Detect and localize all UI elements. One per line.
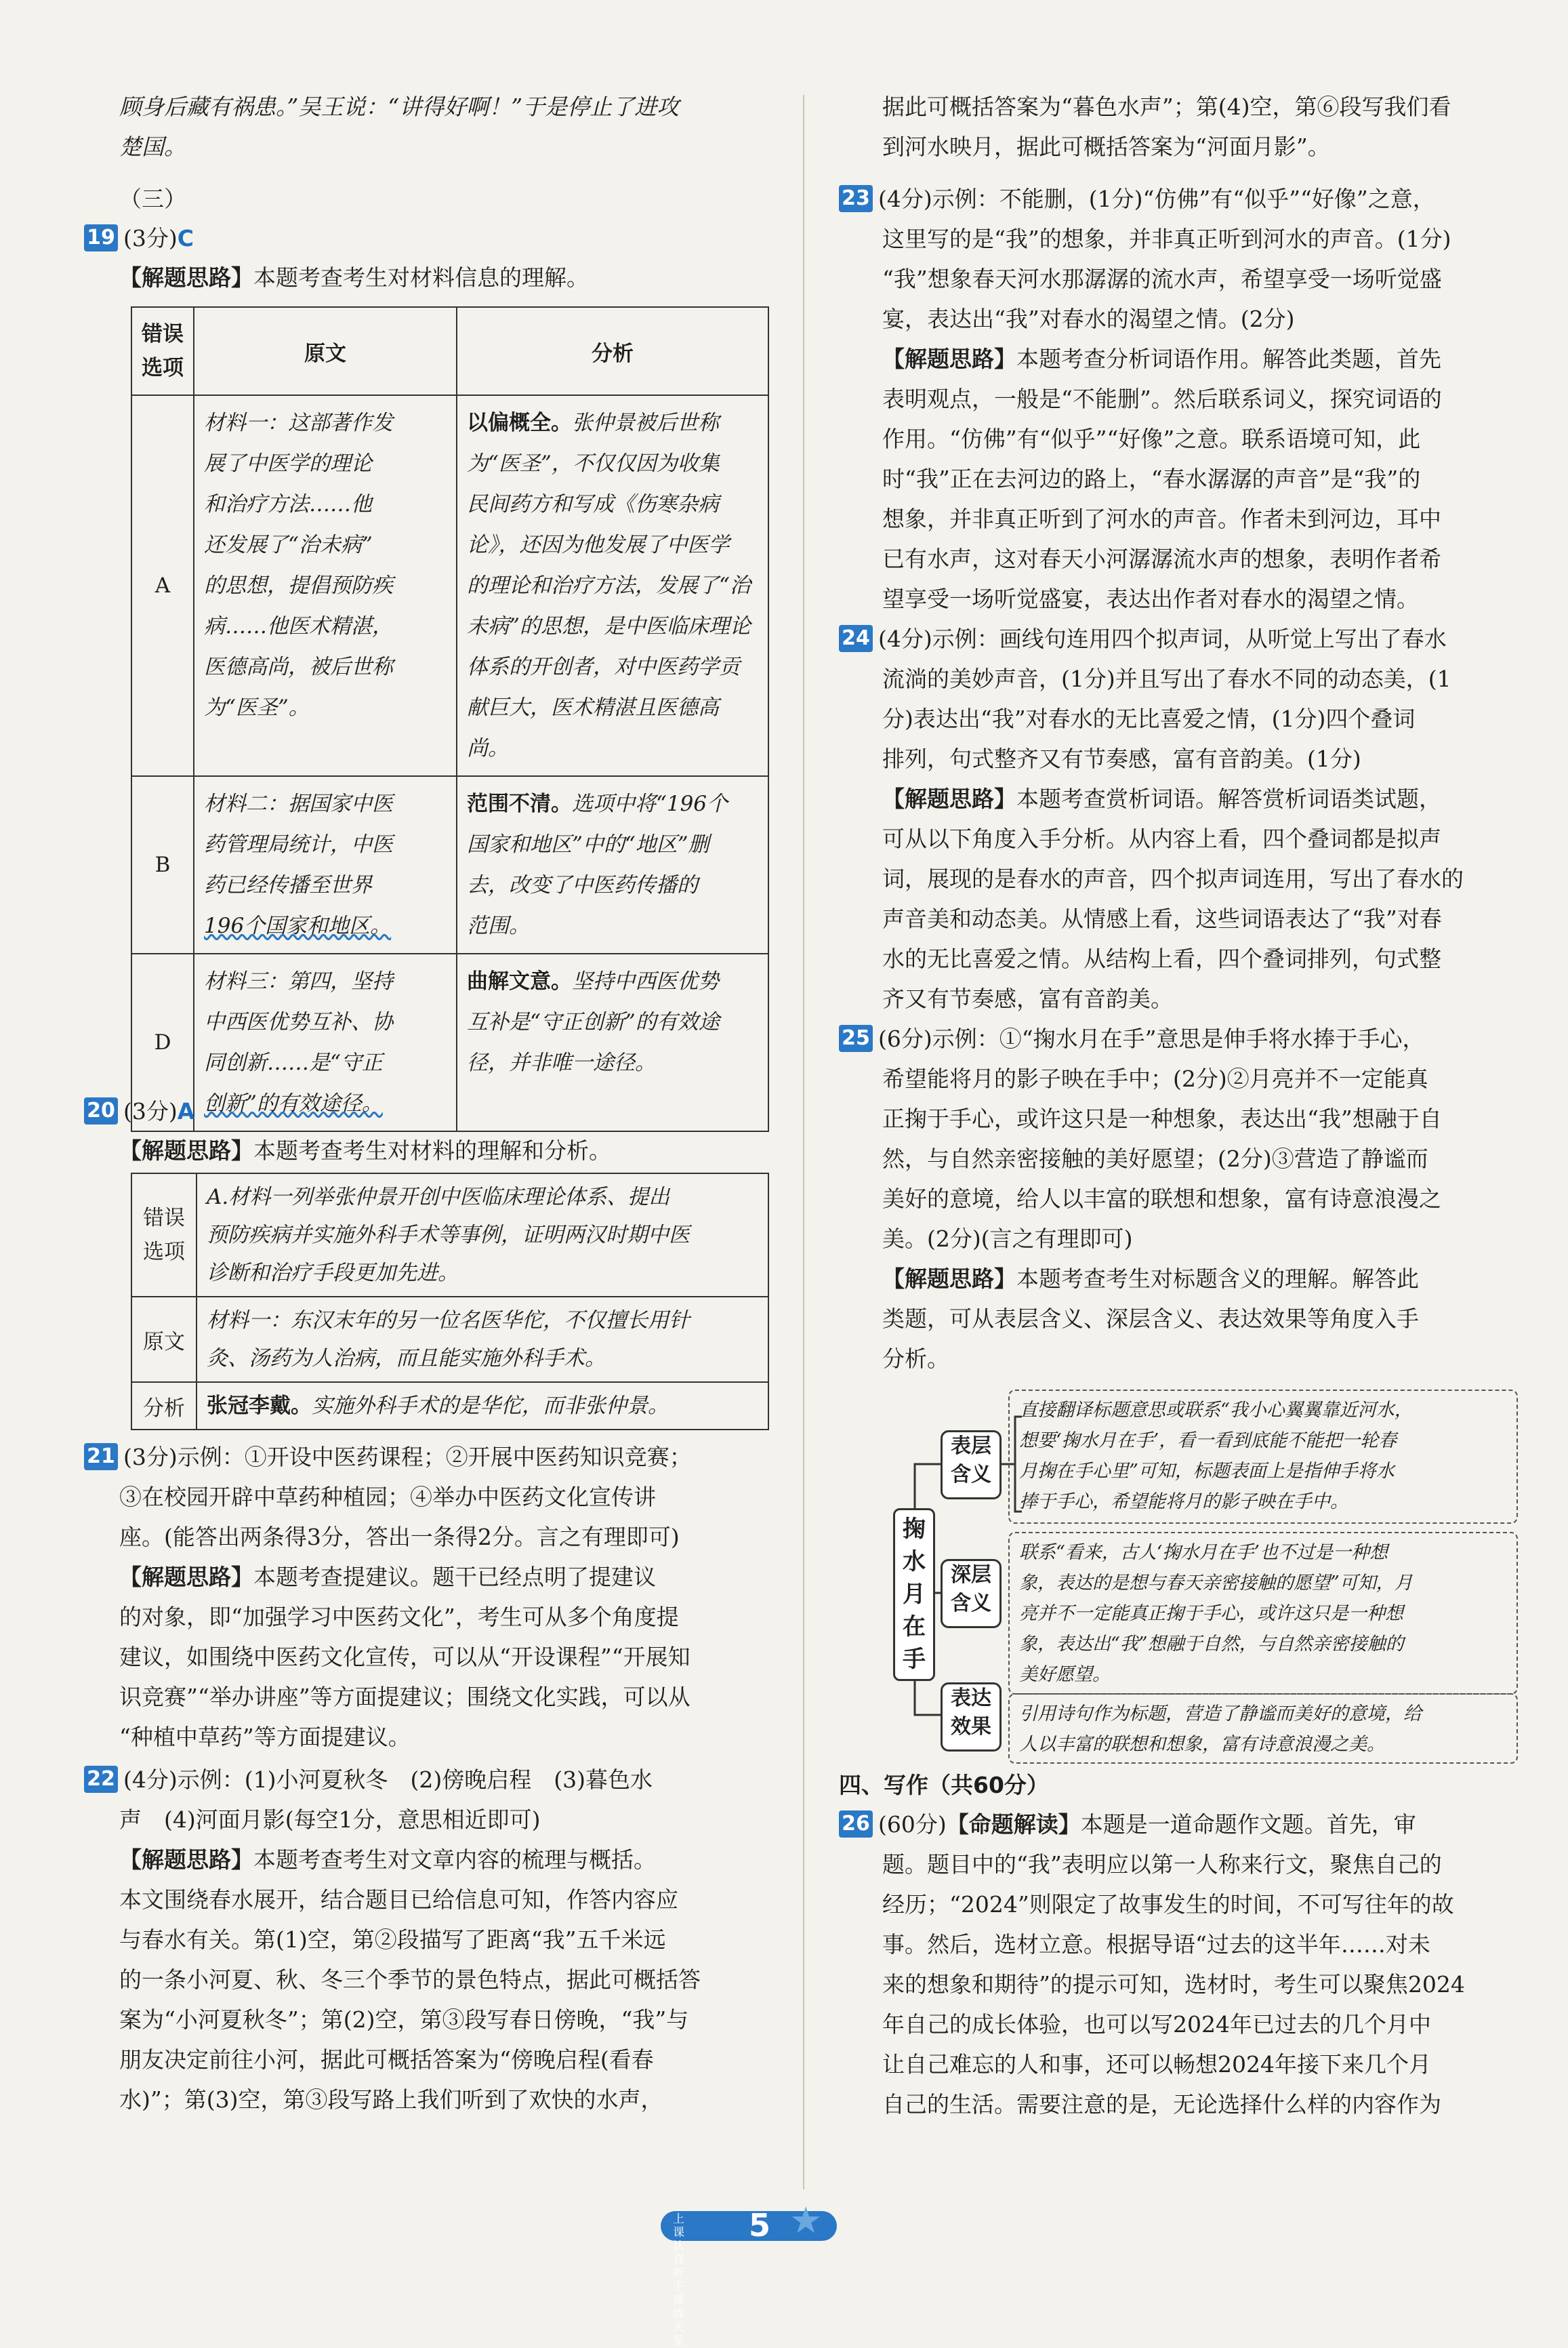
mindmap-box-surface: 直接翻译标题意思或联系“我小心翼翼靠近河水， 想要‘掬水月在手’，看一看到底能不能把一轮春 月掬在手心里”可知，标题表面上是指伸手将水 捧于手心，希望能将月的影子映在手中。 [1008,1390,1518,1524]
q19-row-d-analysis: 曲解文意。坚持中西医优势 互补是“守正创新”的有效途 径，并非唯一途径。 [457,954,768,1131]
q19-row-a-original: 材料一：这部著作发 展了中医学的理论 和治疗方法……他 还发展了“治未病” 的思想，提倡预防疾 病……他医术精湛， 医德高尚，被后世称 为“医圣”。 [194,395,457,776]
q20-row-option [131,1173,768,1297]
mindmap-label-effect: 表达 效果 [941,1682,1002,1752]
left-column [87,0,766,2246]
q20-row-original [131,1297,768,1382]
intro-line: 顾身后藏有祸患。”吴王说：“讲得好啊！”于是停止了进攻 [119,94,680,120]
q25-number: 25 [839,1025,873,1052]
star-icon: ★ [789,2199,823,2242]
mindmap-label-surface: 表层 含义 [941,1430,1002,1499]
mindmap-box-deep: 联系“看来，古人‘掬水月在手’也不过是一种想 象，表达的是想与春天亲密接触的愿望”可知，月 亮并不一定能真正掬于手心，或许这只是一种想 象，表达出“我”想融于自然，与自然亲密接触的 美好愿望。 [1008,1532,1518,1695]
q26-number: 26 [839,1810,873,1838]
q19-score: (3分) [123,225,178,251]
q19-row-d-original: 材料三：第四，坚持 中西医优势互补、协 同创新……是“守正 创新”的有效途径。 [194,954,457,1131]
q19-header [84,218,768,258]
q19-row-b-analysis: 范围不清。选项中将“196个 国家和地区”中的“地区”删 去，改变了中医药传播的 范围。 [457,776,768,954]
section-4-heading: 四、写作（共60分） [839,1772,1049,1798]
intro-paragraph [119,87,766,167]
q19-table [131,306,769,1132]
q19-row-a-option: A [131,395,194,776]
q25-mindmap [880,1390,1520,1756]
q20-label-original: 原文 [131,1297,197,1382]
q20-label-analysis: 分析 [131,1382,197,1430]
q25-block: 25 (6分)示例：①“掬水月在手”意思是伸手将水捧于手心， 希望能将月的影子映在手中；(2分)②月亮并不一定能真 正掬于手心，或许这只是一种想象，表达出“我”想融于自 然，与自然亲密接触的美好愿望；(2分)③营造了静谧而 美好的意境，给人以丰富的联想和想象，富有诗意浪漫之 美。(2分)(言之有理即可) 【解题思路】本题考查考生对标题含义的理解。解答此 类题，可从表层含义、深层含义、表达效果等角度入手 分析。 [839,1019,1520,1379]
q20-original-text: 材料一：东汉末年的另一位名医华佗，不仅擅长用针 灸、汤药为人治病，而且能实施外科手术。 [197,1297,768,1382]
q20-thought-tag: 【解题思路】 [119,1137,253,1164]
q20-thought-text: 本题考查考生对材料的理解和分析。 [253,1137,611,1164]
r-top-paragraph: 据此可概括答案为“暮色水声”；第(4)空，第⑥段写我们看 到河水映月，据此可概括答案为“河面月影”。 [882,94,1451,160]
q22-block: 22 (4分)示例：(1)小河夏秋冬 (2)傍晚启程 (3)暮色水 声 (4)河面月影(每空1分，意思相近即可) 【解题思路】本题考查考生对文章内容的梳理与概括。 本文围绕春水展开，结合题目已给信息可知，作答内容应 与春水有关。第(1)空，第②段描写了距离“我”五千米远 的一条小河夏、秋、冬三个季节的景色特点，据此可概括答 案为“小河夏秋冬”；第(2)空，第③段写春日傍晚，“我”与 朋友决定前往小河，据此可概括答案为“傍晚启程(看春 水)”；第(3)空，第③段写路上我们听到了欢快的水声， [84,1760,768,2120]
q19-thought [119,258,783,298]
q19-row-b [131,776,768,954]
q19-th-original: 原文 [194,307,457,395]
mindmap-box-effect: 引用诗句作为标题，营造了静谧而美好的意境，给 人以丰富的联想和想象，富有诗意浪漫之美。 [1008,1693,1518,1764]
q19-th-analysis: 分析 [457,307,768,395]
q19-number: 19 [84,224,118,251]
right-column [839,0,1520,2246]
q20-number: 20 [84,1097,118,1125]
intro-line: 楚国。 [119,134,186,160]
q19-row-a [131,395,768,776]
q20-header [84,1091,768,1131]
q24-block: 24 (4分)示例：画线句连用四个拟声词，从听觉上写出了春水 流淌的美妙声音，(1分)并且写出了春水不同的动态美，(1 分)表达出“我”对春水的无比喜爱之情，(1分)四个叠词 排列，句式整齐又有节奏感，富有音韵美。(1分) 【解题思路】本题考查赏析词语。解答赏析词语类试题， 可从以下角度入手分析。从内容上看，四个叠词都是拟声 词，展现的是春水的声音，四个拟声词连用，写出了春水的 声音美和动态美。从情感上看，这些词语表达了“我”对春 水的无比喜爱之情。从结构上看，四个叠词排列，句式整 齐又有节奏感，富有音韵美。 [839,619,1520,1019]
q20-row-analysis [131,1382,768,1430]
page-number: 5 [749,2207,771,2244]
mindmap-label-deep: 深层 含义 [941,1559,1002,1628]
q19-row-b-option: B [131,776,194,954]
q19-th-option: 错误选项 [131,307,194,395]
q23-number: 23 [839,185,873,212]
q19-row-d-option: D [131,954,194,1131]
q20-thought [119,1131,783,1171]
q19-row-a-analysis: 以偏概全。张仲景被后世称 为“医圣”，不仅仅因为收集 民间药方和写成《伤寒杂病 论》，还因为他发展了中医学 的理论和治疗方法，发展了“治 未病”的思想，是中医临床理论 体系的开创者，对中医药学贡 献巨大，医术精湛且医德高尚。 [457,395,768,776]
q19-answer: C [177,225,194,251]
q19-thought-text: 本题考查考生对材料信息的理解。 [253,264,589,291]
q20-label-option: 错误选项 [131,1173,197,1297]
q21-number: 21 [84,1443,118,1470]
q23-block: 23 (4分)示例：不能删，(1分)“仿佛”有“似乎”“好像”之意， 这里写的是“我”的想象，并非真正听到河水的声音。(1分) “我”想象春天河水那潺潺的流水声，希望享受一场听觉盛 宴，表达出“我”对春水的渴望之情。(2分) 【解题思路】本题考查分析词语作用。解答此类题，首先 表明观点，一般是“不能删”。然后联系词义，探究词语的 作用。“仿佛”有“似乎”“好像”之意。联系语境可知，此 时“我”正在去河边的路上，“春水潺潺的声音”是“我”的 想象，并非真正听到了河水的声音。作者未到河边，耳中 已有水声，这对春天小河潺潺流水声的想象，表明作者希 望享受一场听觉盛宴，表达出作者对春水的渴望之情。 [839,179,1520,619]
q20-analysis-text: 张冠李戴。实施外科手术的是华佗，而非张仲景。 [197,1382,768,1430]
q20-answer: A [177,1098,195,1125]
section-3-heading: （三） [119,186,186,212]
q20-score: (3分) [123,1098,178,1125]
q26-block: 26 (60分)【命题解读】本题是一道命题作文题。首先，审 题。题目中的“我”表明应以第一人称来行文，聚焦自己的 经历；“2024”则限定了故事发生的时间，不可写往年的故 事。然后，选材立意。根据导语“过去的这半年……对未 来的想象和期待”的提示可知，选材时，考生可以聚焦2024 年自己的成长体验，也可以写2024年已过去的几个月中 让自己难忘的人和事，还可以畅想2024年接下来几个月 自己的生活。需要注意的是，无论选择什么样的内容作为 [839,1804,1520,2124]
q20-option-text: A.材料一列举张仲景开创中医临床理论体系、提出 预防疾病并实施外科手术等事例，证明两汉时期中医 诊断和治疗手段更加先进。 [197,1173,768,1297]
column-divider [803,95,804,2189]
q21-block: 21 (3分)示例：①开设中医药课程；②开展中医药知识竞赛； ③在校园开辟中草药种植园；④举办中医药文化宣传讲 座。(能答出两条得3分，答出一条得2分。言之有理即可) 【解题思路】本题考查提建议。题干已经点明了提建议 的对象，即“加强学习中医药文化”，考生可从多个角度提 建议，如围绕中医药文化宣传，可以从“开设课程”“开展知 识竞赛”“举办讲座”等方面提建议；围绕文化实践，可以从 “种植中草药”等方面提建议。 [84,1437,768,1757]
mindmap-center: 掬 水 月 在 手 [893,1508,935,1681]
q20-table [131,1173,769,1430]
footer-slogan: 上课认真听 下课练天星 [673,2212,684,2348]
q24-number: 24 [839,625,873,652]
q22-number: 22 [84,1766,118,1793]
q19-row-b-original: 材料二：据国家中医 药管理局统计，中医 药已经传播至世界 196个国家和地区。 [194,776,457,954]
q19-thought-tag: 【解题思路】 [119,264,253,291]
